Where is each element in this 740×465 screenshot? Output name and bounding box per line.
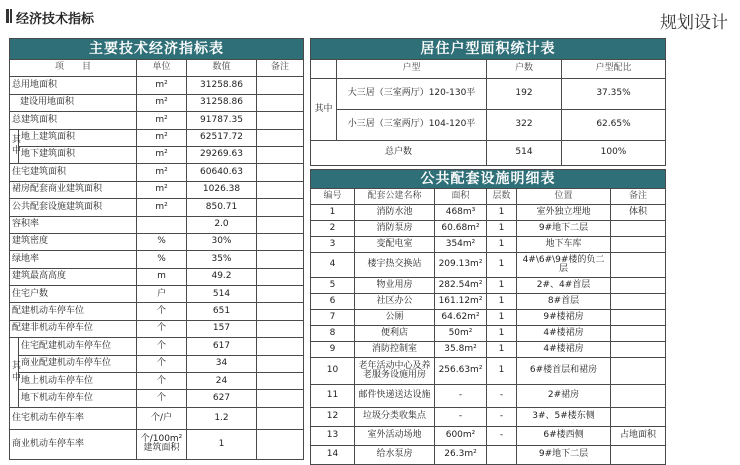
col-header-location: 位置 (517, 189, 611, 205)
table-row: 1 消防水池 468m³ 1 室外独立埋地 体积 (311, 205, 666, 221)
unit-table-header-row (311, 60, 666, 79)
table-row: 小三居（三室两厅）104-120平 322 62.65% (311, 110, 666, 141)
col-header-item: 项 目 (10, 60, 137, 77)
table-row: 11 邮件快递送达设施 - - 2#裙房 (311, 385, 666, 408)
unit-type-table (310, 38, 666, 166)
facility-table-title: 公共配套设施明细表 (311, 170, 666, 189)
table-row-total: 总户数 514 100% (311, 141, 666, 166)
table-row: 住宅机动车停车率 个/户 1.2 (10, 407, 304, 429)
table-row: 地下建筑面积 m² 29269.63 (10, 146, 304, 163)
table-row: 建筑密度 % 30% (10, 233, 304, 250)
table-row: 总建筑面积 m² 91787.35 (10, 112, 304, 129)
table-row: 总用地面积 m² 31258.86 (10, 77, 304, 94)
unit-table-title: 居住户型面积统计表 (311, 39, 666, 60)
col-header-unit: 单位 (137, 60, 187, 77)
corner-title: 规划设计 (660, 13, 728, 33)
table-row: 商业机动车停车率 个/100m²建筑面积 1 (10, 429, 304, 459)
col-header-ratio: 户型配比 (562, 60, 666, 79)
table-row: 住宅户数 户 514 (10, 286, 304, 303)
col-header-no: 编号 (311, 189, 355, 205)
main-table-header-row (10, 60, 304, 77)
col-header-count: 户数 (487, 60, 562, 79)
col-header-name: 配套公建名称 (355, 189, 435, 205)
group-label: 其中 (10, 129, 19, 164)
col-header-floors: 层数 (487, 189, 517, 205)
group-label: 其中 (10, 338, 19, 408)
col-header-type: 户型 (337, 60, 487, 79)
table-row: 6 社区办公 161.12m² 1 8#首层 (311, 294, 666, 310)
table-row: 配建非机动车停车位 个 157 (10, 320, 304, 337)
table-row: 地上机动车停车位 个 24 (10, 373, 304, 390)
table-row: 5 物业用房 282.54m² 1 2#、4#首层 (311, 278, 666, 294)
table-row: 裙房配套商业建筑面积 m² 1026.38 (10, 181, 304, 198)
table-row: 住宅建筑面积 m² 60640.63 (10, 164, 304, 181)
table-row: 9 消防控制室 35.8m² 1 4#楼裙房 (311, 342, 666, 358)
table-row: 建设用地面积 m² 31258.86 (10, 94, 304, 111)
table-row: 7 公厕 64.62m² 1 9#楼裙房 (311, 310, 666, 326)
table-row: 商业配建机动车停车位 个 34 (10, 355, 304, 372)
table-row: 14 给水泵房 26.3m² 9#地下二层 (311, 446, 666, 465)
main-indicators-table (9, 38, 304, 460)
section-title: 经济技术指标 (16, 12, 95, 27)
group-label: 其中 (311, 79, 337, 141)
col-header-value: 数值 (187, 60, 257, 77)
table-row: 12 垃圾分类收集点 - - 3#、5#楼东侧 (311, 408, 666, 427)
col-header-area: 面积 (435, 189, 487, 205)
table-row: 其中 住宅配建机动车停车位 个 617 (10, 338, 304, 355)
table-row: 13 室外活动场地 600m² - 6#楼西侧 占地面积 (311, 427, 666, 446)
table-row: 绿地率 % 35% (10, 251, 304, 268)
main-table-title: 主要技术经济指标表 (10, 39, 304, 60)
table-row: 4 楼宇热交换站 209.13m² 1 4#\6#\9#楼的负二层 (311, 253, 666, 278)
table-row: 8 便利店 50m² 1 4#楼裙房 (311, 326, 666, 342)
table-row: 容积率 2.0 (10, 216, 304, 233)
section-marker-bar-thin (10, 9, 12, 23)
table-row: 建筑最高高度 m 49.2 (10, 268, 304, 285)
section-marker-bar (6, 9, 9, 23)
facility-table (310, 169, 666, 465)
facility-table-header-row (311, 189, 666, 205)
table-row: 配建机动车停车位 个 651 (10, 303, 304, 320)
table-row: 其中 大三居（三室两厅）120-130平 192 37.35% (311, 79, 666, 110)
col-header-note: 备注 (611, 189, 666, 205)
table-row: 3 变配电室 354m² 1 地下车库 (311, 237, 666, 253)
table-row: 公共配套设施建筑面积 m² 850.71 (10, 199, 304, 216)
col-header-note: 备注 (257, 60, 304, 77)
table-row: 地下机动车停车位 个 627 (10, 390, 304, 407)
table-row: 其中 地上建筑面积 m² 62517.72 (10, 129, 304, 146)
table-row: 2 消防泵房 60.68m² 1 9#地下二层 (311, 221, 666, 237)
table-row: 10 老年活动中心及养老服务设施用房 256.63m² 1 6#楼首层和裙房 (311, 358, 666, 385)
